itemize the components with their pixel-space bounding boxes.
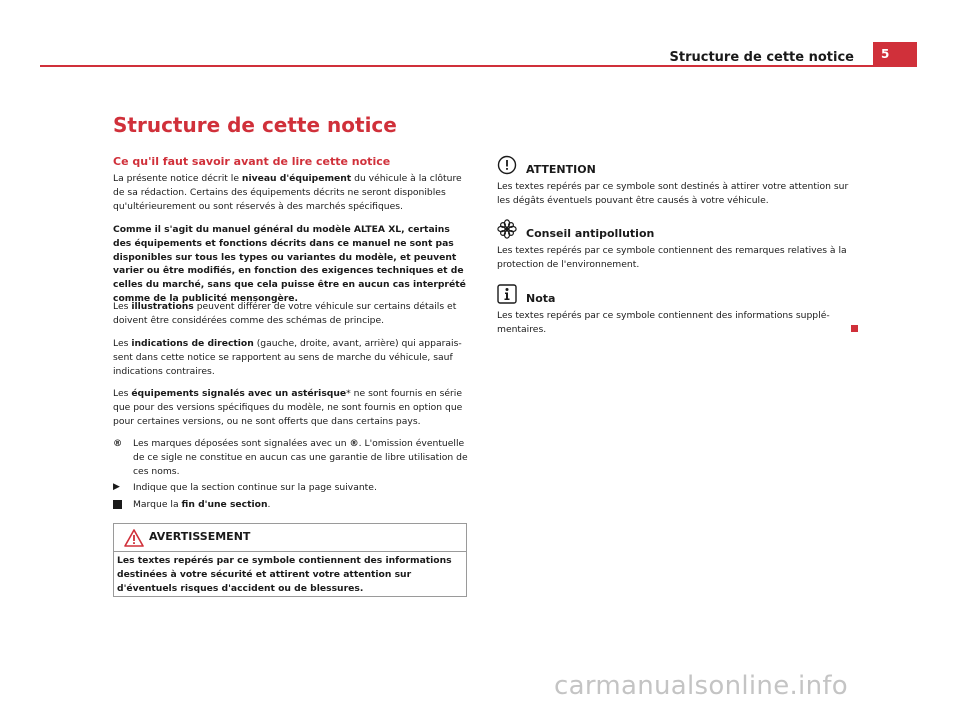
warning-triangle-icon bbox=[124, 529, 144, 551]
paragraph-general-manual: Comme il s'agit du manuel général du modèle ALTEA XL, certains des équipements et fonctions décrits dans ce manuel ne sont pas disponibles sur tous les types ou variantes du modèle, et peuvent varier ou être modifiés, en fonction des exigences techniques et de celles du marché, sans que cela puisse être en aucun cas interprété comme de la publicité mensongère. bbox=[113, 224, 466, 304]
attention-circle-icon bbox=[497, 155, 517, 179]
header-rule bbox=[40, 65, 917, 67]
watermark: carmanualsonline.info bbox=[554, 671, 849, 701]
page-title: Structure de cette notice bbox=[113, 113, 397, 137]
page-number: 5 bbox=[873, 42, 917, 66]
attention-title: ATTENTION bbox=[526, 163, 596, 176]
registered-symbol: ® bbox=[113, 438, 123, 449]
environment-text: Les textes repérés par ce symbole contiennent des remarques relatives à la protection de l'environnement. bbox=[497, 245, 847, 270]
note-title: Nota bbox=[526, 292, 556, 305]
warning-title: AVERTISSEMENT bbox=[149, 530, 251, 543]
flower-icon bbox=[497, 219, 517, 243]
environment-title: Conseil antipollution bbox=[526, 227, 655, 240]
warning-text: Les textes repérés par ce symbole contiennent des informations destinées à votre sécurité et attirent votre attention sur d'éventuels risques d'accident ou de blessures. bbox=[117, 555, 452, 594]
info-icon bbox=[497, 284, 517, 308]
section-subtitle: Ce qu'il faut savoir avant de lire cette notice bbox=[113, 155, 391, 168]
warning-box bbox=[113, 523, 467, 597]
paragraph-directions: Les indications de direction (gauche, droite, avant, arrière) qui apparaissent dans cette notice se rapportent au sens de marche du véhicule, sauf indications contraires. bbox=[113, 338, 462, 377]
paragraph-asterisk: Les équipements signalés avec un astérisque* ne sont fournis en série que pour des versions spécifiques du modèle, ne sont fournis en option que pour certaines versions, ou ne sont offerts que dans certains pays. bbox=[113, 388, 463, 427]
section-end-marker bbox=[851, 325, 858, 332]
attention-text: Les textes repérés par ce symbole sont destinés à attirer votre attention sur les dégâts éventuels pouvant être causés à votre véhicule. bbox=[497, 181, 849, 206]
paragraph-equipment-level: La présente notice décrit le niveau d'équipement du véhicule à la clôture de sa rédaction. Certains des équipements décrits ne seront disponibles qu'ultérieurement ou sont réservés à des marchés spécifiques. bbox=[113, 173, 462, 212]
end-square-icon bbox=[113, 498, 131, 514]
warning-header bbox=[114, 524, 466, 552]
continue-arrow-icon: ▶ bbox=[113, 482, 120, 492]
paragraph-illustrations: Les illustrations peuvent différer de votre véhicule sur certains détails et doivent être considérées comme des schémas de principe. bbox=[113, 301, 457, 326]
note-text: Les textes repérés par ce symbole contiennent des informations supplémentaires. bbox=[497, 310, 830, 335]
running-header-title: Structure de cette notice bbox=[669, 50, 854, 65]
